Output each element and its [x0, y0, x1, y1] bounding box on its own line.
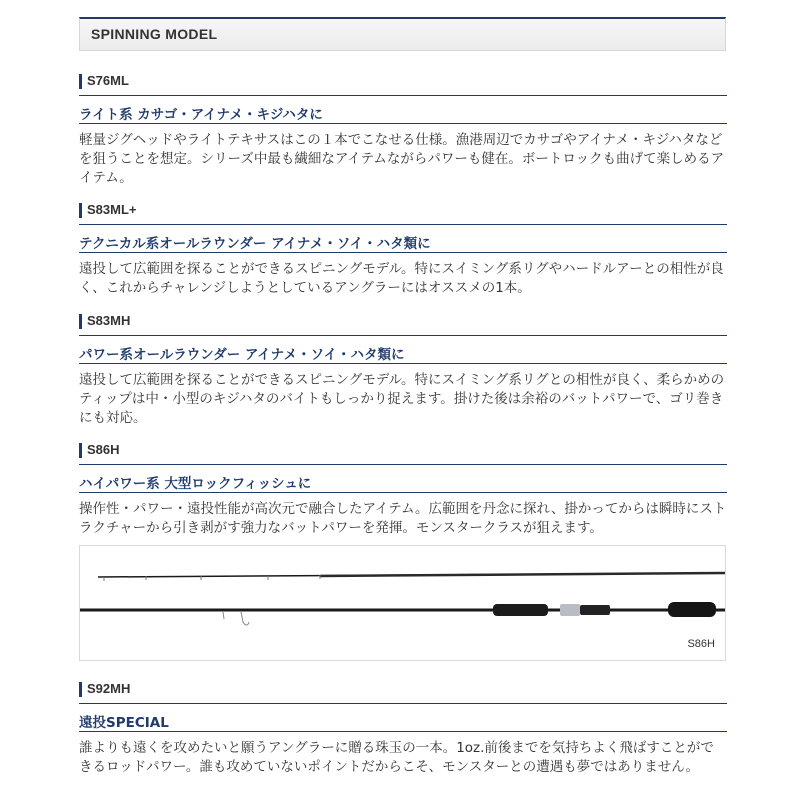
model-subtitle: ハイパワー系 大型ロックフィッシュに	[79, 476, 312, 492]
section-header	[79, 17, 726, 51]
accent-bar	[79, 203, 82, 218]
model-description: 軽量ジグヘッドやライトテキサスはこの１本でこなせる仕様。漁港周辺でカサゴやアイナメ・キジハタなどを狙うことを想定。シリーズ中最も繊細なアイテムながらパワーも健在。ボートロックも曲げて楽しめるアイテム。	[79, 132, 725, 186]
lower-guides	[223, 612, 249, 625]
reel-seat-body	[580, 605, 610, 615]
model-subtitle: 遠投SPECIAL	[79, 715, 169, 731]
accent-bar	[79, 74, 82, 89]
section-title: SPINNING MODEL	[91, 26, 218, 42]
model-code: S86H	[87, 442, 120, 457]
reel-seat	[560, 604, 580, 616]
model-description: 誰よりも遠くを攻めたいと願うアングラーに贈る珠玉の一本。1oz.前後までを気持ちよく飛ばすことができるロッドパワー。誰も攻めていないポイントだからこそ、モンスターとの遭遇も夢ではありません。	[79, 740, 714, 775]
rod-image	[79, 545, 726, 661]
model-block	[79, 679, 727, 777]
model-block	[79, 311, 727, 428]
model-code-header	[79, 679, 727, 704]
model-code-header	[79, 71, 727, 96]
model-description: 操作性・パワー・遠投性能が高次元で融合したアイテム。広範囲を丹念に探れ、掛かってからは瞬時にストラクチャーから引き剥がす強力なバットパワーを発揮。モンスタークラスが狙えます。	[79, 501, 727, 536]
rod-mid-section	[320, 573, 725, 576]
model-code: S92MH	[87, 681, 131, 696]
model-code: S76ML	[87, 73, 129, 88]
fore-grip	[493, 604, 548, 616]
accent-bar	[79, 682, 82, 697]
rod-illustration	[80, 546, 725, 660]
model-subtitle-row	[79, 99, 727, 124]
accent-bar	[79, 443, 82, 458]
model-code: S83ML+	[87, 202, 137, 217]
model-block	[79, 440, 727, 538]
model-subtitle-row	[79, 228, 727, 253]
model-code-header	[79, 311, 727, 336]
model-block	[79, 71, 727, 188]
model-description: 遠投して広範囲を探ることができるスピニングモデル。特にスイミング系リグやハードルアーとの相性が良く、これからチャレンジしようとしているアングラーにはオススメの1本。	[79, 261, 724, 296]
model-subtitle: パワー系オールラウンダー アイナメ・ソイ・ハタ類に	[79, 347, 405, 363]
model-subtitle: ライト系 カサゴ・アイナメ・キジハタに	[79, 107, 323, 123]
model-code-header	[79, 440, 727, 465]
model-subtitle-row	[79, 468, 727, 493]
model-subtitle-row	[79, 339, 727, 364]
model-subtitle: テクニカル系オールラウンダー アイナメ・ソイ・ハタ類に	[79, 236, 431, 252]
model-code: S83MH	[87, 313, 131, 328]
rod-image-label: S86H	[687, 638, 715, 650]
model-subtitle-row	[79, 707, 727, 732]
model-block	[79, 200, 727, 298]
model-code-header	[79, 200, 727, 225]
rear-grip	[668, 602, 716, 617]
accent-bar	[79, 314, 82, 329]
model-description: 遠投して広範囲を探ることができるスピニングモデル。特にスイミング系リグとの相性が良く、柔らかめのティップは中・小型のキジハタのバイトもしっかり捉えます。掛けた後は余裕のバットパワーで、ゴリ巻きにも対応。	[79, 372, 725, 426]
